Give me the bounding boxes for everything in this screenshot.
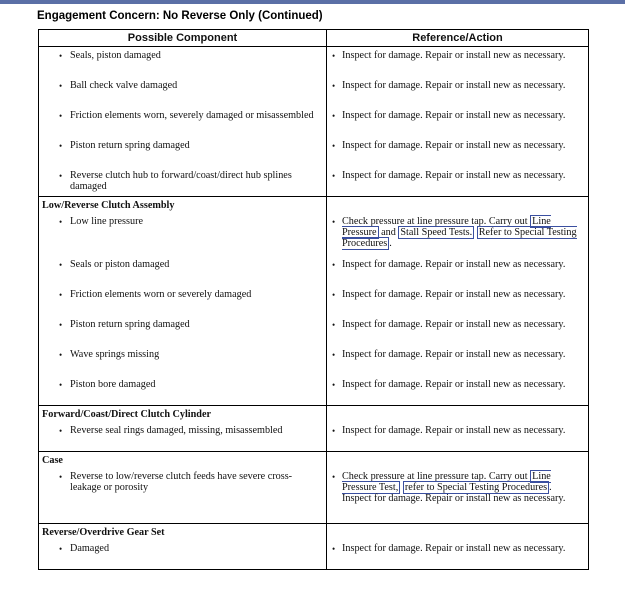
group-title-case: Case — [42, 455, 63, 466]
bullet-icon: • — [59, 259, 63, 270]
action-prefix: Check pressure at line pressure tap. Carry out — [342, 215, 528, 227]
bullet-icon: • — [332, 51, 336, 61]
action-text: Inspect for damage. Repair or install new as necessary. — [342, 318, 566, 330]
group-title-reverse-overdrive: Reverse/Overdrive Gear Set — [42, 527, 165, 538]
table-row — [39, 540, 589, 570]
bullet-icon: • — [59, 289, 63, 300]
component-text: Friction elements worn or severely damaged — [70, 288, 252, 300]
table-row — [39, 286, 589, 316]
action-text: Inspect for damage. Repair or install new as necessary. — [342, 79, 566, 91]
component-text: Piston bore damaged — [70, 378, 156, 390]
action-text — [342, 216, 580, 250]
group-header-row — [39, 406, 589, 422]
table-row — [39, 77, 589, 107]
link-special-testing-procedures[interactable]: refer to Special Testing Procedures — [404, 481, 548, 493]
table-row — [39, 468, 589, 524]
component-text: Friction elements worn, severely damaged or misassembled — [70, 109, 314, 121]
link-line-pressure[interactable]: Line Pressure — [342, 215, 551, 238]
page-title: Engagement Concern: No Reverse Only (Continued) — [37, 10, 323, 22]
component-text: Reverse to low/reverse clutch feeds have severe cross-leakage or porosity — [70, 470, 293, 493]
bullet-icon: • — [332, 110, 336, 121]
bullet-icon: • — [59, 319, 63, 330]
bullet-icon: • — [59, 110, 63, 121]
bullet-icon: • — [332, 140, 336, 151]
component-text: Seals, piston damaged — [70, 50, 161, 61]
action-suffix: . — [389, 238, 392, 250]
action-text: Inspect for damage. Repair or install new as necessary. — [342, 288, 566, 300]
bullet-icon: • — [59, 349, 63, 360]
component-text: Reverse clutch hub to forward/coast/direct hub splines damaged — [70, 169, 292, 192]
bullet-icon: • — [59, 216, 63, 227]
action-text: Inspect for damage. Repair or install new as necessary. — [342, 424, 566, 436]
bullet-icon: • — [59, 170, 63, 181]
group-title-low-reverse: Low/Reverse Clutch Assembly — [42, 200, 175, 211]
link-line-pressure-test[interactable]: Line Pressure Test, — [342, 470, 551, 493]
action-text: Inspect for damage. Repair or install new as necessary. — [342, 109, 566, 121]
table-row — [39, 47, 589, 77]
table-header-row — [39, 30, 589, 47]
column-header-action: Reference/Action — [327, 30, 589, 47]
bullet-icon: • — [332, 471, 336, 482]
group-header-row — [39, 452, 589, 468]
action-text: Inspect for damage. Repair or install new as necessary. — [342, 169, 566, 181]
column-header-component: Possible Component — [39, 30, 327, 47]
bullet-icon: • — [332, 543, 336, 554]
bullet-icon: • — [332, 349, 336, 360]
action-text: Inspect for damage. Repair or install new as necessary. — [342, 258, 566, 270]
component-text: Ball check valve damaged — [70, 79, 178, 91]
action-prefix: Check pressure at line pressure tap. Carry out — [342, 470, 528, 482]
group-header-row — [39, 197, 589, 213]
table-row — [39, 213, 589, 256]
action-text: Inspect for damage. Repair or install new as necessary. — [342, 378, 566, 390]
action-text — [342, 471, 580, 505]
action-text: Inspect for damage. Repair or install new as necessary. — [342, 50, 566, 61]
table-row — [39, 376, 589, 406]
bullet-icon: • — [59, 379, 63, 390]
bullet-icon: • — [59, 543, 63, 554]
group-title-forward-coast-direct: Forward/Coast/Direct Clutch Cylinder — [42, 409, 212, 420]
table-row — [39, 256, 589, 286]
table-row — [39, 137, 589, 167]
table-row — [39, 107, 589, 137]
group-header-row — [39, 524, 589, 540]
action-text: Inspect for damage. Repair or install new as necessary. — [342, 542, 566, 554]
bullet-icon: • — [332, 379, 336, 390]
action-text: Inspect for damage. Repair or install new as necessary. — [342, 139, 566, 151]
action-suffix: . — [549, 481, 552, 493]
component-text: Wave springs missing — [70, 348, 160, 360]
link-stall-speed-tests[interactable]: Stall Speed Tests. — [400, 226, 473, 238]
bullet-icon: • — [332, 80, 336, 91]
table-row — [39, 316, 589, 346]
bullet-icon: • — [59, 425, 63, 436]
component-text: Piston return spring damaged — [70, 139, 190, 151]
action-and: and — [381, 226, 396, 238]
component-text: Damaged — [70, 542, 110, 554]
component-text: Low line pressure — [70, 215, 143, 227]
bullet-icon: • — [332, 425, 336, 436]
component-text: Piston return spring damaged — [70, 318, 190, 330]
bullet-icon: • — [59, 471, 63, 482]
bullet-icon: • — [332, 216, 336, 227]
table-row — [39, 167, 589, 197]
top-border-bar — [0, 0, 625, 4]
bullet-icon: • — [59, 51, 63, 61]
action-text: Inspect for damage. Repair or install new as necessary. — [342, 348, 566, 360]
diagnostic-table — [38, 29, 589, 570]
component-text: Reverse seal rings damaged, missing, misassembled — [70, 424, 283, 436]
action-extra-text: Inspect for damage. Repair or install new as necessary. — [342, 493, 566, 505]
table-row — [39, 346, 589, 376]
bullet-icon: • — [332, 289, 336, 300]
link-special-testing-procedures[interactable]: Refer to Special Testing Procedures — [342, 226, 577, 250]
bullet-icon: • — [59, 80, 63, 91]
bullet-icon: • — [332, 319, 336, 330]
bullet-icon: • — [59, 140, 63, 151]
component-text: Seals or piston damaged — [70, 258, 170, 270]
bullet-icon: • — [332, 259, 336, 270]
bullet-icon: • — [332, 170, 336, 181]
table-row — [39, 422, 589, 452]
